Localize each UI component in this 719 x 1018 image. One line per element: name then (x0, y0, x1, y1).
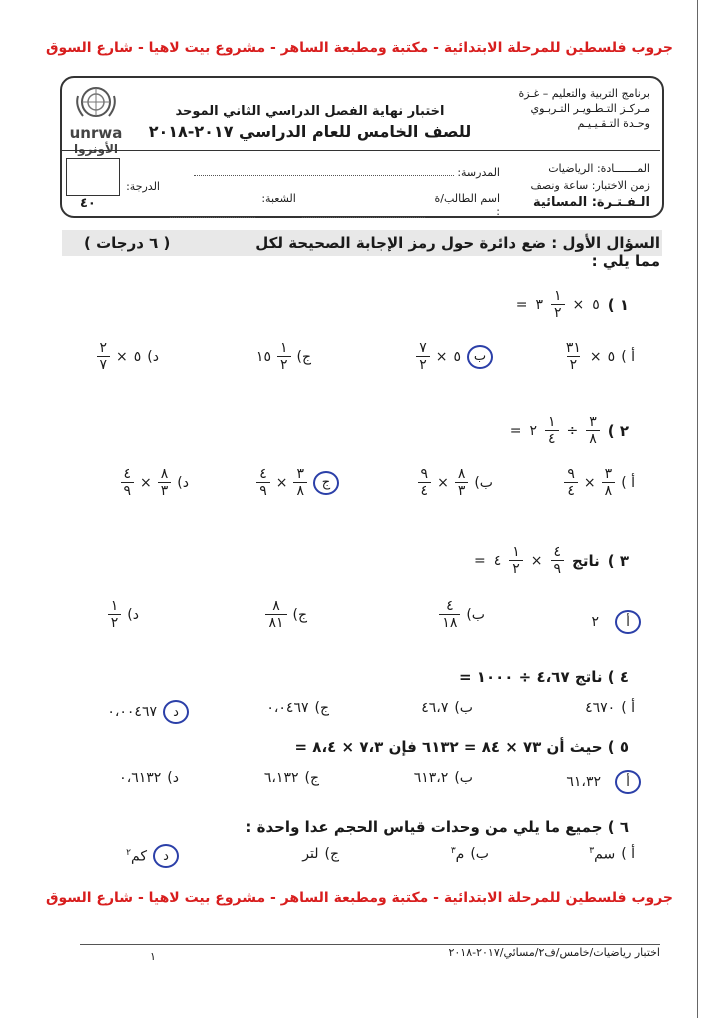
option-fraction (293, 466, 307, 499)
option-value: ٦١٣،٢ (413, 770, 449, 786)
numerator: ٢ (99, 340, 108, 356)
circled-answer-letter: ب (467, 345, 493, 369)
times-sign: × (589, 348, 602, 365)
option-value: ٤٦٧٠ (585, 700, 616, 716)
divide-sign: ÷ (566, 422, 579, 439)
denominator: ٩ (551, 560, 565, 577)
denominator: ٨ (586, 430, 600, 447)
numerator: ١ (553, 288, 562, 304)
q3-number: ٣ ) (607, 551, 629, 570)
school-row (170, 166, 500, 179)
option-value: ٢ (591, 614, 599, 630)
q2-whole: ٢ (529, 422, 537, 439)
q2-option-d[interactable] (121, 466, 190, 499)
option-fraction (277, 340, 291, 373)
denominator: ٤ (564, 482, 578, 499)
denominator: ٢ (108, 614, 122, 631)
q4-stem: ٤ ) ناتج ٤،٦٧ ÷ ١٠٠٠ = (459, 668, 629, 686)
option-letter: ب) (470, 846, 489, 863)
q5-option-a[interactable] (566, 770, 641, 794)
times-sign: × (437, 474, 449, 491)
time-label: زمن الاختبار: ساعة ونصف (530, 179, 650, 192)
student-blank (302, 192, 425, 218)
score-box (66, 158, 120, 196)
option-value (451, 846, 465, 863)
option-factor: ٥ (453, 348, 461, 365)
numerator: ٤ (553, 544, 562, 560)
q3-option-d[interactable] (108, 598, 139, 631)
q1-option-a[interactable] (563, 340, 635, 373)
option-fraction (416, 340, 430, 373)
option-value: ٦،١٣٢ (263, 770, 299, 786)
header-divider (62, 150, 660, 151)
option-fraction (265, 598, 286, 631)
q2-option-a[interactable] (564, 466, 635, 499)
q6-stem: ٦ ) جميع ما يلي من وحدات قياس الحجم عدا واحدة : (245, 818, 629, 836)
denominator: ٢ (416, 356, 430, 373)
top-banner: جروب فلسطين للمرحلة الابتدائية - مكتبة ومطبعة الساهر - مشروع بيت لاهيا - شارع السوق (45, 40, 674, 56)
q6-option-b[interactable] (451, 846, 489, 863)
option-letter: ج) (304, 770, 319, 786)
option-value: ٠،٦١٣٢ (119, 770, 162, 786)
denominator: ١٨ (439, 614, 460, 631)
option-letter: د) (177, 474, 189, 491)
option-fraction (602, 466, 616, 499)
times-sign: × (530, 552, 543, 569)
option-value: ٠،٠٤٦٧ (266, 700, 309, 716)
option-value (126, 848, 147, 865)
option-letter: أ ) (621, 348, 635, 365)
q3-option-b[interactable] (439, 598, 485, 631)
numerator: ٤ (446, 598, 454, 614)
q1-whole: ٣ (535, 296, 543, 313)
numerator: ٣ (589, 414, 597, 430)
denominator: ٨ (293, 482, 307, 499)
option-fraction (256, 466, 270, 499)
option-letter: ب) (474, 474, 493, 491)
org-line: برنامج التربية والتعليم – غـزة (518, 87, 650, 100)
q6-option-a[interactable] (589, 846, 635, 863)
footer-reference: اختبار رياضيات/خامس/ف٢/مسائي/٢٠١٧-٢٠١٨ (448, 946, 660, 959)
times-sign: × (435, 348, 448, 365)
denominator: ٩ (121, 482, 135, 499)
denominator: ٤ (418, 482, 432, 499)
numerator: ٧ (419, 340, 427, 356)
student-row (170, 192, 500, 218)
option-whole: ١٥ (255, 348, 271, 365)
numerator: ٨ (272, 598, 280, 614)
option-letter: ج) (296, 348, 311, 365)
unit-power: ٣ (450, 846, 456, 856)
section-label: الشعبة: (261, 192, 296, 205)
q2-option-c[interactable] (256, 466, 339, 499)
option-fraction (121, 466, 135, 499)
numerator: ١ (547, 414, 556, 430)
q3-label: ناتج (572, 551, 600, 570)
q2-fraction-1 (586, 414, 600, 447)
option-fraction (418, 466, 432, 499)
option-fraction (455, 466, 469, 499)
circled-answer-letter: أ (615, 770, 641, 794)
option-letter: أ ) (621, 846, 635, 863)
denominator: ٩ (256, 482, 270, 499)
option-value: لتر (302, 846, 319, 862)
numerator: ٣ (604, 466, 613, 482)
exam-title: اختبار نهاية الفصل الدراسي الثاني الموحد (175, 104, 445, 119)
q3-option-c[interactable] (265, 598, 307, 631)
score-total: ٤٠ (80, 196, 96, 211)
denominator: ٧ (97, 356, 111, 373)
option-letter: ج) (292, 606, 307, 623)
denominator: ٣ (455, 482, 469, 499)
option-fraction (439, 598, 460, 631)
q3-whole: ٤ (493, 552, 502, 569)
q1-option-d[interactable] (97, 340, 160, 373)
q1-number: ١ ) (607, 295, 629, 314)
option-letter: ج) (324, 846, 339, 862)
unit-text: كم (131, 848, 147, 865)
q2-fraction-2 (545, 414, 559, 447)
section-marks: ( ٦ درجات ) (84, 234, 171, 252)
option-factor: ٥ (607, 348, 616, 365)
option-fraction (158, 466, 172, 499)
option-fraction (108, 598, 122, 631)
numerator: ٣ (296, 466, 304, 482)
equals-sign: = (509, 422, 522, 439)
numerator: ٤ (123, 466, 132, 482)
org-lines (460, 86, 650, 131)
q3-fraction-1 (551, 544, 565, 577)
times-sign: × (583, 474, 596, 491)
q1-option-c[interactable] (256, 340, 311, 373)
un-emblem-icon (73, 84, 119, 124)
circled-answer-letter: د (153, 844, 179, 868)
numerator: ١ (110, 598, 119, 614)
unit-power: ٢ (126, 847, 132, 858)
times-sign: × (116, 348, 128, 365)
q3-fraction-2 (509, 544, 523, 577)
q2-option-b[interactable] (418, 466, 493, 499)
unrwa-logo (66, 84, 126, 156)
circled-answer-letter: أ (615, 610, 641, 634)
numerator: ٨ (457, 466, 466, 482)
times-sign: × (140, 474, 152, 491)
option-letter: أ ) (621, 474, 635, 491)
numerator: ١ (512, 544, 520, 560)
unit-text: م (455, 846, 465, 863)
q6-option-d[interactable] (126, 844, 179, 868)
times-sign: × (572, 296, 585, 313)
option-value: ٤٦،٧ (421, 700, 449, 716)
student-label: اسم الطالب/ة : (434, 192, 500, 218)
denominator: ٤ (545, 430, 559, 447)
logo-text-arabic: الأونروا (73, 142, 119, 156)
subject-label: المـــــــادة: الرياضيات (548, 162, 650, 175)
section-blank (170, 192, 255, 218)
scan-edge-line (697, 0, 698, 1018)
circled-answer-letter: د (163, 700, 189, 724)
branch-label: الـفـتـرة: المسائية (532, 195, 650, 210)
q6-option-c[interactable] (302, 846, 339, 862)
school-blank (194, 175, 454, 176)
denominator: ٢ (551, 304, 565, 321)
denominator: ٢ (509, 560, 523, 577)
q4-option-b[interactable] (421, 700, 473, 716)
q1-factor: ٥ (592, 296, 600, 313)
q3-option-a[interactable] (591, 610, 641, 634)
option-letter: أ ) (621, 700, 635, 716)
numerator: ٩ (567, 466, 575, 482)
option-value: ٠،٠٠٤٦٧ (107, 704, 157, 720)
option-fraction (97, 340, 111, 373)
section-title: السؤال الأول : ضع دائرة حول رمز الإجابة الصحيحة لكل مما يلي : (255, 234, 660, 270)
footer-divider (80, 944, 660, 945)
option-letter: د) (167, 770, 179, 786)
numerator: ٤ (259, 466, 267, 482)
q1-fraction (551, 288, 565, 321)
q5-option-c[interactable] (264, 770, 319, 786)
q1-stem (516, 288, 629, 321)
q5-stem: ٥ ) حيث أن ٧٣ × ٨٤ = ٦١٣٢ فإن ٧،٣ × ٨،٤ = (294, 738, 629, 756)
option-fraction (563, 340, 584, 373)
denominator: ٨ (602, 482, 616, 499)
numerator: ٨ (160, 466, 169, 482)
denominator: ٢ (567, 356, 581, 373)
equals-sign: = (515, 296, 528, 313)
numerator: ٩ (420, 466, 429, 482)
denominator: ٢ (277, 356, 291, 373)
school-label: المدرسة: (457, 166, 500, 179)
grade-year-line: للصف الخامس للعام الدراسي ٢٠١٧-٢٠١٨ (148, 122, 472, 141)
unit-text: سم (594, 846, 616, 863)
denominator: ٣ (158, 482, 172, 499)
logo-text: unrwa (69, 124, 123, 142)
q4-option-d[interactable] (107, 700, 189, 724)
q2-stem (510, 414, 629, 447)
equals-sign: = (473, 552, 486, 569)
org-line: وحـدة التـقـيـيـم (577, 117, 650, 130)
org-line: مـركـز التـطـويـر التـربـوي (530, 102, 650, 115)
times-sign: × (275, 474, 288, 491)
q4-option-c[interactable] (266, 700, 329, 716)
q5-option-b[interactable] (414, 770, 473, 786)
option-fraction (564, 466, 578, 499)
option-letter: ب) (454, 770, 473, 786)
q2-number: ٢ ) (607, 421, 629, 440)
q1-option-b[interactable] (416, 340, 493, 373)
option-value (589, 846, 615, 863)
circled-answer-letter: ج (313, 471, 339, 495)
q3-stem (474, 544, 629, 577)
option-letter: ب) (454, 700, 473, 716)
option-letter: د) (127, 606, 139, 623)
option-letter: د) (147, 348, 159, 365)
option-value: ٦١،٣٢ (566, 774, 601, 790)
option-letter: ب) (466, 606, 485, 623)
score-label: الدرجة: (126, 180, 160, 193)
exam-info (510, 160, 650, 211)
unit-power: ٣ (589, 846, 595, 856)
q4-option-a[interactable] (585, 700, 635, 716)
q5-option-d[interactable] (119, 770, 179, 786)
denominator: ٨١ (265, 614, 286, 631)
numerator: ١ (279, 340, 288, 356)
bottom-banner: جروب فلسطين للمرحلة الابتدائية - مكتبة ومطبعة الساهر - مشروع بيت لاهيا - شارع السوق (45, 890, 674, 906)
option-letter: ج) (314, 700, 329, 716)
page-number: ١ (150, 950, 156, 963)
numerator: ٣١ (565, 340, 581, 356)
option-factor: ٥ (133, 348, 142, 365)
